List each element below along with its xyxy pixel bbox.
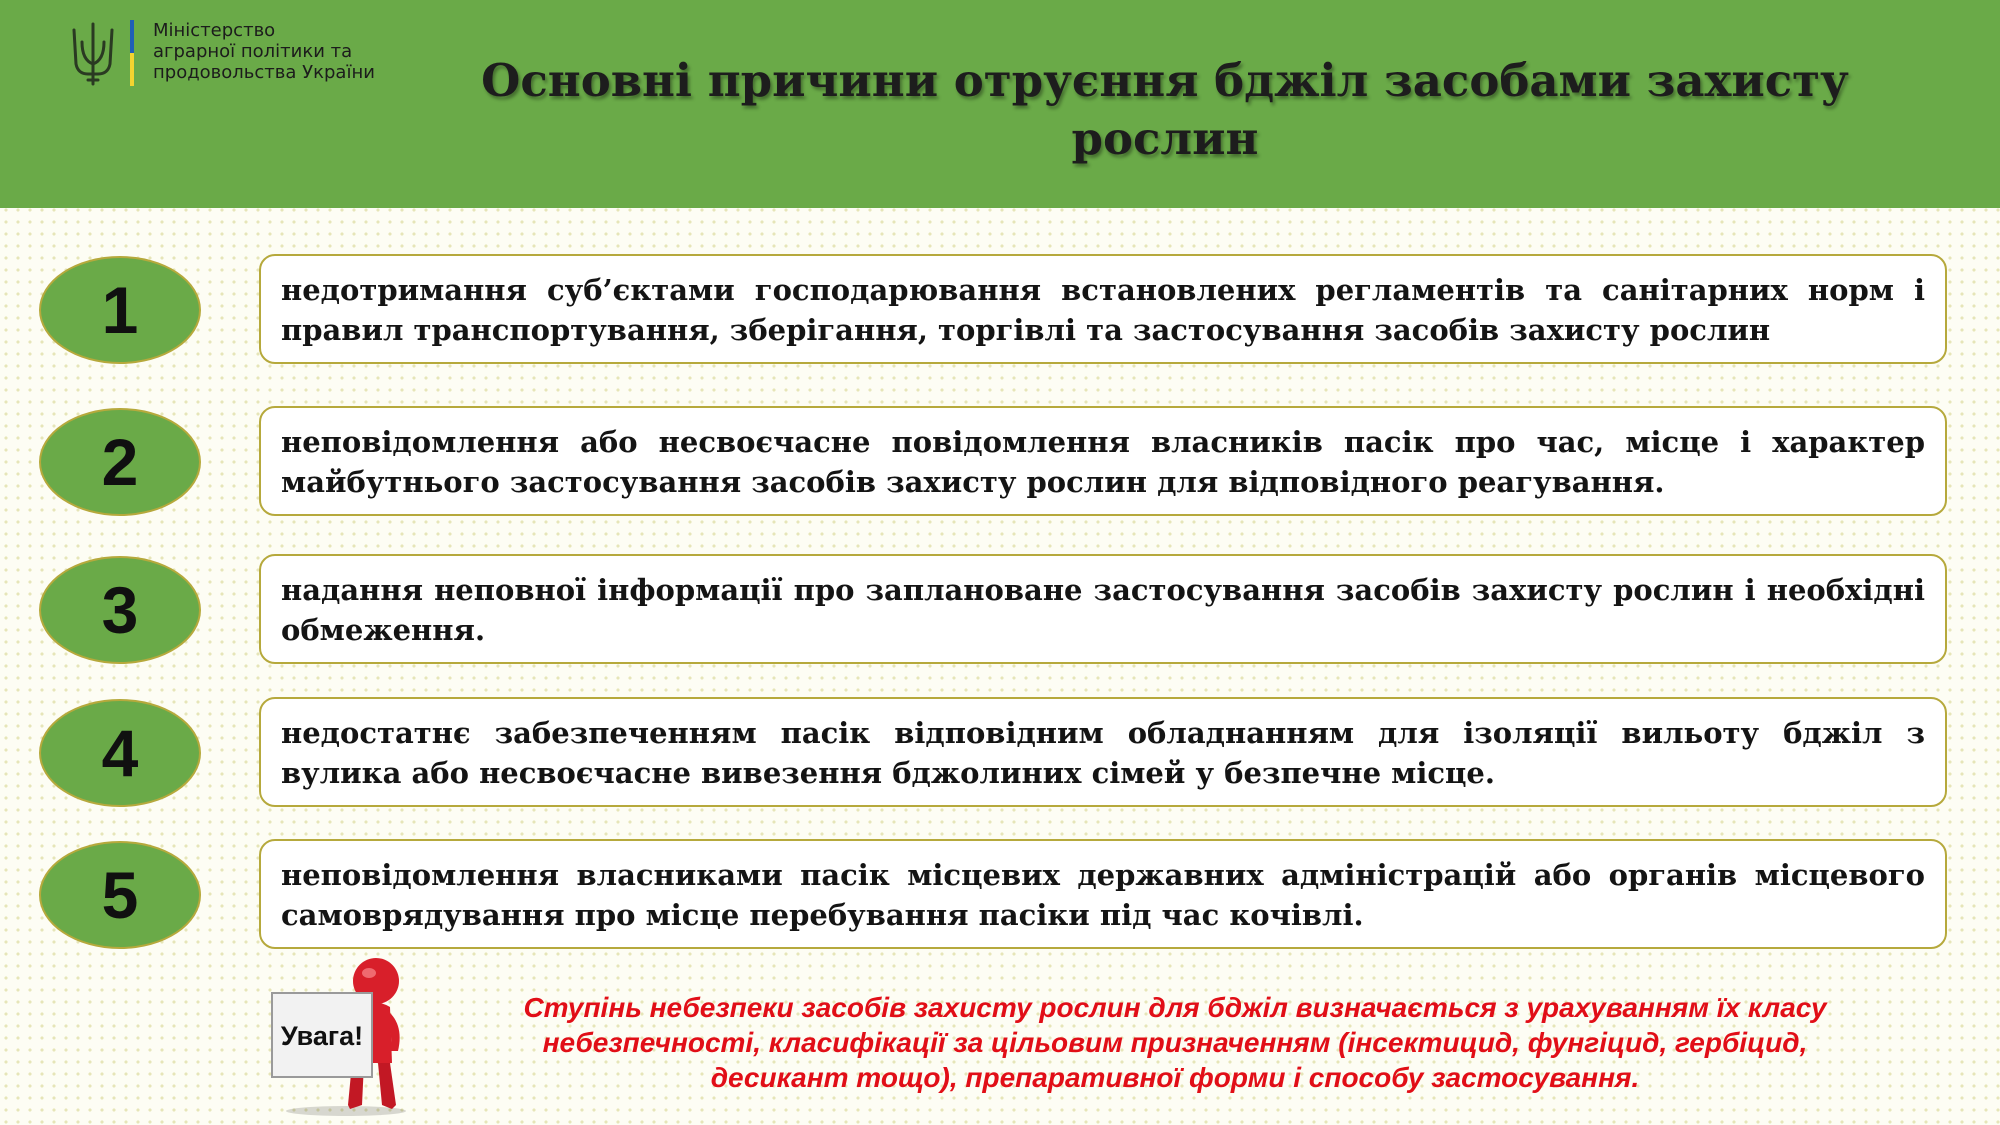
ministry-line: продовольства України xyxy=(153,62,375,83)
warning-note-line: небезпечності, класифікації за цільовим призначенням (інсектицид, фунгіцид, гербіцид, xyxy=(542,1027,1808,1058)
reason-number-badge: 1 xyxy=(39,256,201,364)
header-bar xyxy=(0,0,2000,208)
trident-emblem-icon xyxy=(70,20,116,86)
reason-text-box: неповідомлення власниками пасік місцевих державних адміністрацій або органів місцевого самоврядування про місце перебування пасіки під час кочівлі. xyxy=(259,839,1947,949)
warning-note xyxy=(510,990,1840,1095)
reason-row-1 xyxy=(0,254,2000,366)
reason-row-3 xyxy=(0,554,2000,666)
warning-sign-text: Увага! xyxy=(280,1021,364,1051)
reason-text-box: недостатнє забезпеченням пасік відповідним обладнанням для ізоляції вильоту бджіл з вулика або несвоєчасне вивезення бджолиних сімей у безпечне місце. xyxy=(259,697,1947,807)
warning-note-line: Ступінь небезпеки засобів захисту рослин для бджіл визначається з урахуванням їх класу xyxy=(523,992,1827,1023)
reason-number-badge: 5 xyxy=(39,841,201,949)
page-title xyxy=(480,52,1850,168)
reason-text-box: недотримання суб’єктами господарювання встановлених регламентів та санітарних норм і правил транспортування, зберігання, торгівлі та застосування засобів захисту рослин xyxy=(259,254,1947,364)
reason-number-badge: 3 xyxy=(39,556,201,664)
warning-note-line: десикант тощо), препаративної форми і способу застосування. xyxy=(710,1062,1640,1093)
ministry-line: Міністерство xyxy=(153,20,276,41)
reason-row-4 xyxy=(0,697,2000,809)
reason-number-badge: 2 xyxy=(39,408,201,516)
title-line: Основні причини отруєння бджіл засобами захисту xyxy=(481,54,1849,107)
reason-row-5 xyxy=(0,839,2000,951)
reason-text-box: надання неповної інформації про заплановане застосування засобів захисту рослин і необхідні обмеження. xyxy=(259,554,1947,664)
reason-row-2 xyxy=(0,406,2000,518)
reason-text-box: неповідомлення або несвоєчасне повідомлення власників пасік про час, місце і характер майбутнього застосування засобів захисту рослин для відповідного реагування. xyxy=(259,406,1947,516)
ministry-line: аграрної політики та xyxy=(153,41,353,62)
warning-figure-icon xyxy=(268,955,418,1117)
title-line: рослин xyxy=(1071,112,1259,165)
ministry-name xyxy=(153,20,413,83)
flag-divider xyxy=(130,20,134,86)
reason-number-badge: 4 xyxy=(39,699,201,807)
